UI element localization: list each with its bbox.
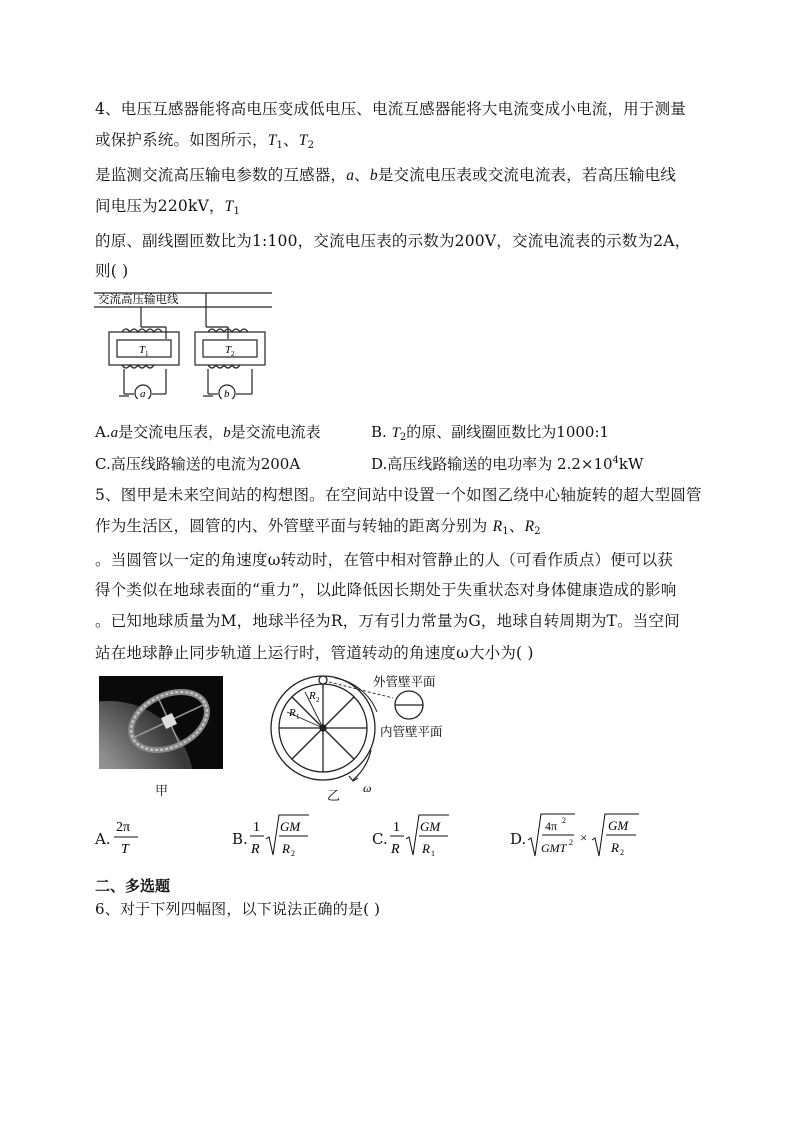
omega-label: ω (363, 781, 372, 795)
q4-line-5: 的原、副线圈匝数比为1:100，交流电压表的示数为200V，交流电流表的示数为2A， (95, 232, 691, 250)
fig-yi-caption: 乙 (327, 789, 341, 804)
opt-a-text1: 是交流电压表， (118, 423, 224, 441)
opt-d-unit: kW (618, 455, 644, 473)
q5-option-a-label[interactable]: A. (95, 830, 111, 848)
svg-text:R: R (289, 707, 296, 719)
t2-subscript: 2 (307, 140, 315, 151)
q5-line-3: 。当圆管以一定的角速度ω转动时，在管中相对管静止的人（可看作质点）便可以获 (95, 551, 674, 569)
t1-subscript-2: 1 (233, 206, 241, 217)
q6-line-1: 6、对于下列四幅图，以下说法正确的是( ) (95, 900, 381, 918)
q5-option-b-label[interactable]: B. (232, 830, 248, 848)
inner-wall-label: 内管壁平面 (380, 725, 443, 739)
svg-text:2: 2 (562, 816, 566, 825)
q5-line-4: 得个类似在地球表面的“重力”，以此降低因长期处于失重状态对身体健康造成的影响 (95, 581, 677, 599)
section-multi-choice-heading: 二、多选题 (95, 877, 171, 895)
q4-option-b[interactable] (371, 421, 609, 443)
a-symbol: a (346, 167, 355, 184)
q4-line-3: 是监测交流高压输电参数的互感器，a、b是交流电压表或交流电流表，若高压输电线 (95, 166, 677, 184)
svg-text:4π: 4π (545, 819, 558, 833)
q5-option-d-formula (526, 812, 646, 862)
meter-a-label: a (140, 388, 146, 399)
opt-d-sup: 4 (612, 455, 619, 466)
svg-text:1: 1 (393, 820, 400, 835)
svg-text:R: R (251, 842, 260, 857)
opt-b-prefix: B. (371, 423, 392, 441)
svg-text:R: R (611, 840, 619, 855)
q4-line-3a: 是监测交流高压输电参数的互感器， (95, 166, 347, 184)
q4-line-2: 或保护系统。如图所示，$T_1$、$T_2$ (95, 131, 315, 151)
opt-a-b: b (223, 425, 231, 441)
svg-text:2: 2 (291, 849, 295, 858)
q4-line-1: 4、电压互感器能将高电压变成低电压、电流互感器能将大电流变成小电流，用于测量 (95, 100, 686, 118)
opt-a-a: a (110, 425, 119, 441)
q5-line-5: 。已知地球质量为M，地球半径为R，万有引力常量为G，地球自转周期为T。当空间 (95, 612, 680, 630)
svg-text:R: R (422, 841, 430, 856)
transformer-diagram (94, 289, 274, 399)
svg-text:1: 1 (431, 849, 435, 858)
svg-text:×: × (580, 830, 588, 845)
q5-line-2: 作为生活区，圆管的内、外管壁平面与转轴的距离分别为 $R_1$、$R_2$ (95, 517, 541, 537)
svg-text:GMT: GMT (541, 841, 567, 855)
svg-text:2π: 2π (116, 820, 131, 835)
t2-symbol: T (298, 132, 308, 149)
t1-symbol: T (267, 132, 277, 149)
svg-text:R: R (391, 842, 400, 857)
svg-text:T: T (121, 842, 129, 857)
q5-line-6: 站在地球静止同步轨道上运行时，管道转动的角速度ω大小为( ) (95, 644, 534, 662)
svg-text:T: T (225, 344, 232, 356)
q4-line-4 (95, 194, 240, 217)
q5-option-d-label[interactable]: D. (510, 830, 527, 848)
meter-b-label: b (224, 388, 230, 399)
svg-text:GM: GM (608, 818, 629, 833)
q4-line-6: 则( ) (95, 262, 129, 280)
t1-symbol-2: T (224, 198, 234, 215)
svg-text:R: R (282, 841, 290, 856)
space-station-photo (99, 676, 223, 769)
q5-line-1: 5、图甲是未来空间站的构想图。在空间站中设置一个如图乙绕中心轴旋转的超大型圆管 (95, 486, 702, 504)
q4-option-d[interactable] (371, 453, 643, 474)
q5-option-a-formula (112, 815, 142, 859)
svg-text:GM: GM (420, 819, 441, 834)
q5-option-c-label[interactable]: C. (372, 830, 388, 848)
q5-line-2-text: 作为生活区，圆管的内、外管壁平面与转轴的距离分别为 (95, 517, 488, 535)
hv-line-label: 交流高压输电线 (98, 294, 179, 306)
t1-subscript: 1 (276, 140, 284, 151)
b-symbol: b (369, 167, 378, 184)
svg-text:GM: GM (280, 819, 301, 834)
r1-symbol: R (492, 518, 503, 535)
opt-b-t: T (391, 425, 400, 441)
opt-b-sub: 2 (399, 432, 407, 443)
q5-option-c-formula (388, 813, 453, 861)
fig-jia-caption: 甲 (155, 784, 169, 799)
opt-a-prefix: A. (95, 423, 111, 441)
svg-text:2: 2 (569, 838, 573, 847)
r2-symbol: R (524, 518, 535, 535)
q4-line-2-text: 或保护系统。如图所示， (95, 131, 268, 149)
rotating-ring-diagram (265, 672, 465, 798)
r1-sub: 1 (502, 526, 509, 537)
outer-wall-label: 外管壁平面 (373, 675, 436, 689)
q5-option-b-formula (248, 813, 313, 861)
opt-a-text2: 是交流电流表 (230, 423, 321, 441)
svg-text:2: 2 (620, 848, 624, 857)
q4-option-c[interactable]: C.高压线路输送的电流为200A (95, 455, 301, 473)
r2-sub: 2 (534, 526, 541, 537)
svg-text:R: R (309, 690, 316, 702)
opt-b-text: 的原、副线圈匝数比为1000:1 (406, 423, 610, 441)
svg-text:2: 2 (231, 350, 235, 358)
opt-d-text: D.高压线路输送的电功率为 2.2×10 (371, 455, 613, 473)
svg-text:2: 2 (316, 696, 320, 704)
svg-text:T: T (139, 344, 146, 356)
q4-line-3b: 是交流电压表或交流电流表，若高压输电线 (377, 166, 677, 184)
svg-text:1: 1 (253, 820, 260, 835)
svg-text:1: 1 (145, 350, 149, 358)
q4-option-a[interactable] (95, 421, 321, 442)
svg-text:1: 1 (296, 713, 300, 721)
q4-line-4-text: 间电压为220kV， (95, 197, 225, 215)
